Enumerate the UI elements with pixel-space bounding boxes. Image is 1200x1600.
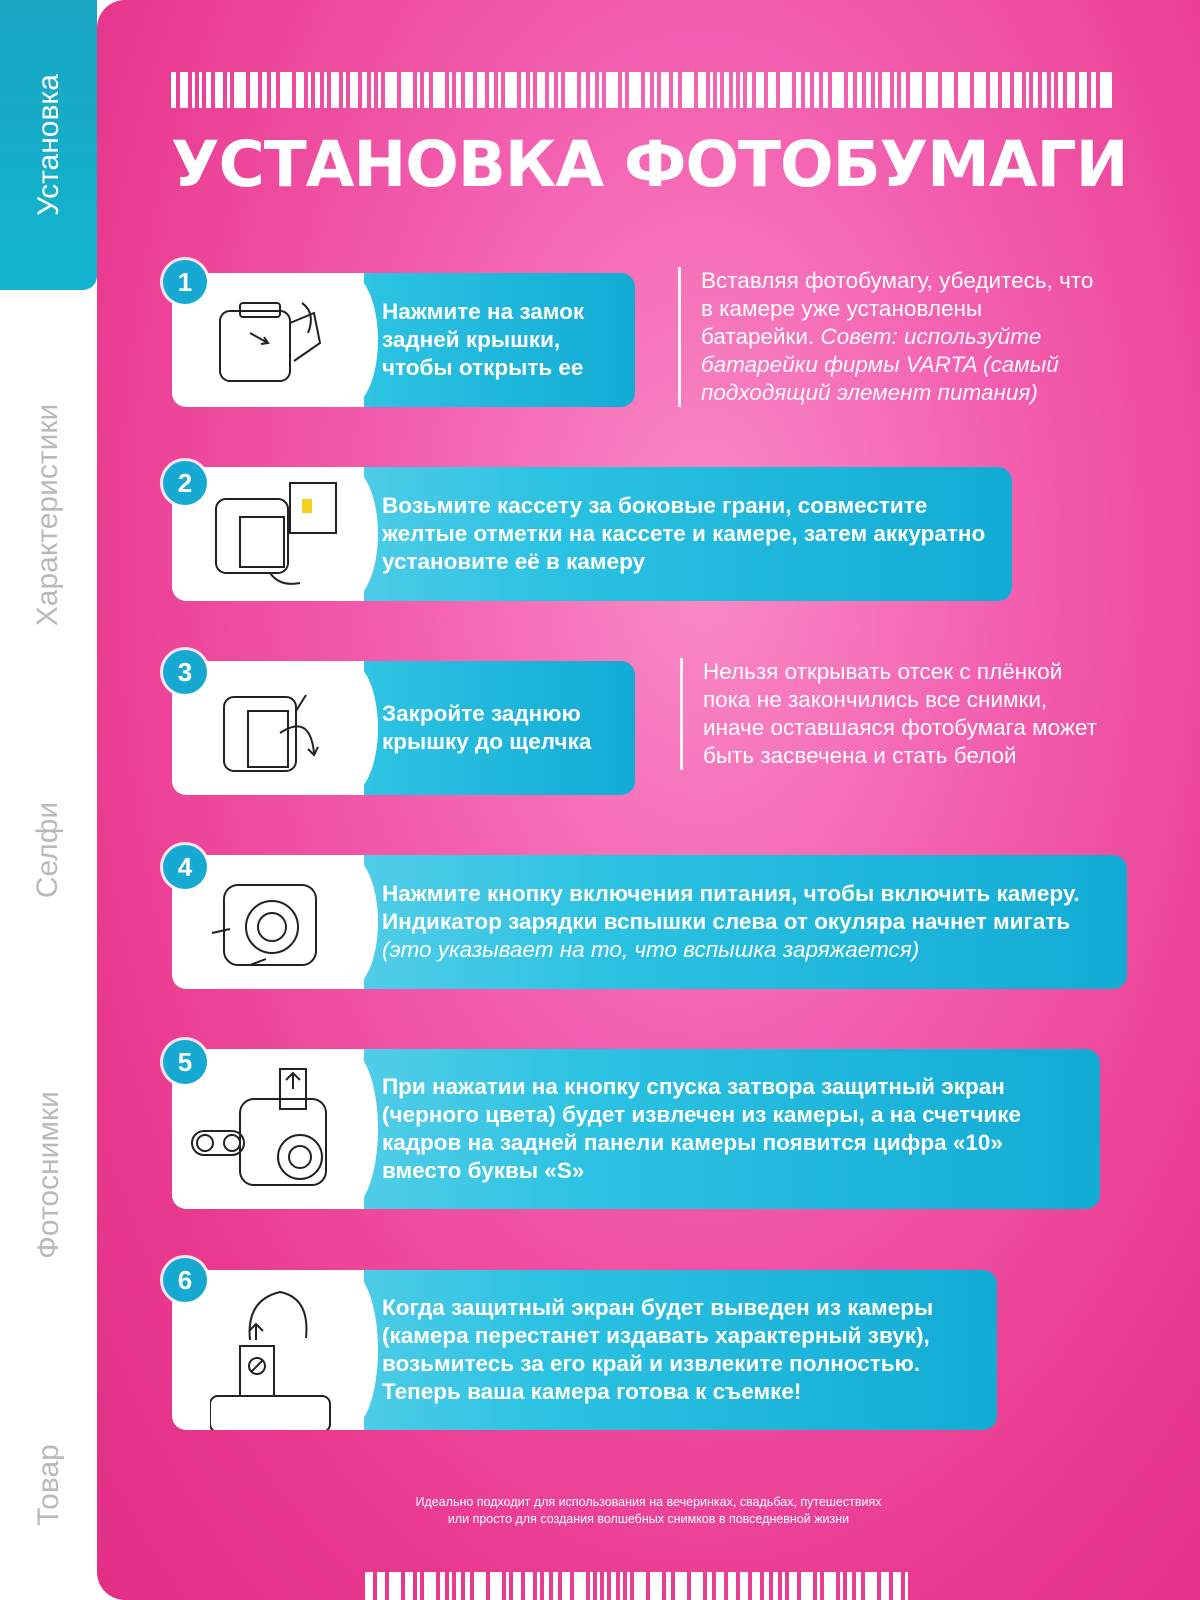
camera-power-icon — [210, 865, 330, 981]
barcode-bar — [789, 1572, 797, 1600]
barcode-bar — [199, 72, 202, 108]
barcode-bar — [796, 72, 801, 108]
barcode-bar — [1026, 72, 1029, 108]
barcode-bar — [590, 72, 595, 108]
step-card-4 — [172, 855, 1127, 989]
step-card-2 — [172, 467, 1012, 601]
barcode-bar — [215, 72, 223, 108]
barcode-decoration-top — [171, 72, 1116, 108]
barcode-bar — [661, 72, 669, 108]
barcode-bar — [456, 72, 461, 108]
barcode-bar — [856, 1572, 861, 1600]
barcode-bar — [622, 72, 625, 108]
barcode-bar — [308, 72, 311, 108]
barcode-bar — [717, 72, 720, 108]
barcode-bar — [747, 72, 752, 108]
barcode-bar — [530, 72, 533, 108]
note-batteries: Вставляя фотобумагу, убедитесь, что в камере уже установлены батарейки. Совет: используйте батарейки фирмы VARTA (самый подходящий элемент питания) — [678, 267, 1101, 407]
barcode-bar — [490, 1572, 502, 1600]
barcode-bar — [698, 72, 706, 108]
barcode-bar — [1091, 72, 1096, 108]
step-number-3: 3 — [163, 650, 207, 694]
step-number-6: 6 — [163, 1258, 207, 1302]
barcode-bar — [389, 1572, 401, 1600]
tab-harakteristiki[interactable]: Характеристики — [31, 403, 65, 627]
barcode-bar — [521, 72, 526, 108]
barcode-bar — [620, 1572, 623, 1600]
barcode-bar — [544, 1572, 549, 1600]
barcode-bar — [1014, 72, 1022, 108]
barcode-bar — [365, 1572, 373, 1600]
barcode-bar — [901, 72, 906, 108]
barcode-bar — [645, 72, 650, 108]
barcode-bar — [1100, 72, 1112, 108]
barcode-bar — [716, 1572, 724, 1600]
main-panel — [97, 0, 1200, 1600]
step-card-5 — [172, 1049, 1100, 1209]
barcode-bar — [840, 1572, 843, 1600]
step-number-1: 1 — [163, 260, 207, 304]
barcode-bar — [905, 1572, 908, 1600]
barcode-bar — [180, 72, 188, 108]
step-number-4: 4 — [163, 845, 207, 889]
tab-ustanovka[interactable]: Установка — [0, 0, 97, 290]
barcode-bar — [192, 72, 195, 108]
barcode-bar — [974, 72, 986, 108]
barcode-bar — [565, 72, 577, 108]
barcode-bar — [465, 1572, 470, 1600]
barcode-bar — [581, 72, 586, 108]
barcode-bar — [606, 72, 618, 108]
barcode-bar — [848, 72, 853, 108]
camera-close-icon — [210, 671, 330, 787]
step-text: При нажатии на кнопку спуска затвора защитный экран (черного цвета) будет извлечен из камеры, а на счетчике кадров на задней панели камеры появится цифра «10» вместо буквы «S» — [382, 1074, 1021, 1183]
barcode-bar — [498, 72, 501, 108]
barcode-bar — [865, 1572, 877, 1600]
barcode-bar — [1002, 72, 1010, 108]
barcode-bar — [250, 72, 258, 108]
barcode-bar — [234, 72, 246, 108]
barcode-bar — [654, 72, 657, 108]
barcode-bar — [1058, 72, 1063, 108]
barcode-bar — [764, 1572, 769, 1600]
barcode-bar — [424, 1572, 436, 1600]
barcode-bar — [296, 72, 304, 108]
barcode-bar — [549, 72, 554, 108]
barcode-bar — [627, 1572, 630, 1600]
barcode-bar — [882, 72, 890, 108]
barcode-bar — [553, 1572, 558, 1600]
barcode-bar — [371, 72, 374, 108]
barcode-bar — [513, 1572, 521, 1600]
barcode-bar — [666, 1572, 671, 1600]
step-text: Нажмите на замок задней крышки, чтобы открыть ее — [382, 299, 585, 380]
barcode-bar — [926, 72, 938, 108]
barcode-bar — [675, 1572, 687, 1600]
barcode-bar — [990, 72, 998, 108]
barcode-bar — [477, 72, 485, 108]
barcode-bar — [590, 1572, 593, 1600]
barcode-bar — [814, 72, 819, 108]
barcode-bar — [558, 72, 561, 108]
barcode-bar — [377, 1572, 385, 1600]
barcode-bar — [611, 1572, 616, 1600]
film-eject-icon — [190, 1059, 330, 1199]
barcode-bar — [331, 72, 339, 108]
film-remove-icon — [210, 1280, 340, 1430]
barcode-bar — [817, 1572, 820, 1600]
barcode-bar — [728, 1572, 736, 1600]
step-card-3 — [172, 661, 635, 795]
step-text: Нажмите кнопку включения питания, чтобы включить камеру. Индикатор зарядки вспышки слева от окуляра начнет мигать (это указывает на то, что вспышка заряжается) — [382, 881, 1080, 962]
step-text: Закройте заднюю крышку до щелчка — [382, 701, 592, 754]
barcode-bar — [893, 1572, 901, 1600]
barcode-bar — [417, 72, 420, 108]
tab-tovar[interactable]: Товар — [31, 1444, 65, 1526]
barcode-bar — [280, 72, 292, 108]
barcode-bar — [634, 1572, 646, 1600]
barcode-bar — [894, 72, 897, 108]
barcode-bar — [474, 1572, 486, 1600]
barcode-bar — [574, 1572, 586, 1600]
barcode-bar — [449, 1572, 452, 1600]
barcode-bar — [489, 72, 494, 108]
footer-text: Идеально подходит для использования на вечеринках, свадьбах, путешествиях или просто для создания волшебных снимков в повседневной жизни — [415, 1495, 882, 1526]
barcode-bar — [724, 72, 729, 108]
barcode-bar — [562, 1572, 570, 1600]
barcode-bar — [440, 1572, 445, 1600]
barcode-bar — [324, 72, 327, 108]
barcode-bar — [707, 1572, 712, 1600]
barcode-bar — [773, 1572, 778, 1600]
barcode-bar — [1079, 72, 1087, 108]
barcode-bar — [362, 72, 367, 108]
barcode-bar — [650, 1572, 662, 1600]
barcode-bar — [824, 1572, 836, 1600]
barcode-bar — [801, 1572, 813, 1600]
barcode-bar — [401, 72, 413, 108]
barcode-bar — [449, 72, 452, 108]
barcode-bar — [350, 72, 358, 108]
barcode-bar — [691, 1572, 703, 1600]
barcode-bar — [1051, 72, 1054, 108]
step-number-5: 5 — [163, 1040, 207, 1084]
barcode-decoration-bottom — [365, 1572, 912, 1600]
step-number-2: 2 — [163, 461, 207, 505]
barcode-bar — [847, 1572, 852, 1600]
barcode-bar — [1033, 72, 1038, 108]
barcode-bar — [604, 1572, 607, 1600]
tab-selfi[interactable]: Селфи — [31, 801, 65, 899]
barcode-bar — [942, 72, 954, 108]
barcode-bar — [525, 1572, 533, 1600]
barcode-bar — [599, 72, 602, 108]
barcode-bar — [857, 72, 862, 108]
barcode-bar — [740, 72, 743, 108]
barcode-bar — [832, 72, 844, 108]
note-film-compartment: Нельзя открывать отсек с плёнкой пока не закончились все снимки, иначе оставшаяся фотобумага может быть засвечена и стать белой — [680, 658, 1103, 770]
step-text: Возьмите кассету за боковые грани, совместите желтые отметки на кассете и камере, затем аккуратно установите её в камеру — [382, 493, 986, 574]
barcode-bar — [733, 72, 736, 108]
barcode-bar — [385, 72, 397, 108]
barcode-bar — [866, 72, 871, 108]
barcode-bar — [881, 1572, 889, 1600]
side-tab-rail — [0, 0, 97, 1600]
barcode-bar — [629, 72, 641, 108]
barcode-bar — [262, 72, 267, 108]
barcode-bar — [805, 72, 810, 108]
barcode-bar — [910, 72, 922, 108]
tab-fotosnimki[interactable]: Фотоснимки — [31, 1091, 65, 1259]
barcode-bar — [1042, 72, 1047, 108]
barcode-bar — [405, 1572, 413, 1600]
barcode-bar — [424, 72, 429, 108]
barcode-bar — [823, 72, 828, 108]
barcode-bar — [1067, 72, 1075, 108]
barcode-bar — [315, 72, 320, 108]
barcode-bar — [780, 72, 792, 108]
barcode-bar — [456, 1572, 461, 1600]
barcode-bar — [433, 72, 445, 108]
barcode-bar — [271, 72, 276, 108]
page-title: УСТАНОВКА ФОТОБУМАГИ — [171, 128, 1128, 201]
barcode-bar — [343, 72, 346, 108]
step-card-6 — [172, 1270, 997, 1430]
barcode-bar — [756, 72, 764, 108]
barcode-bar — [417, 1572, 420, 1600]
barcode-bar — [958, 72, 970, 108]
barcode-bar — [782, 1572, 785, 1600]
cassette-insert-icon — [210, 477, 340, 593]
step-card-1 — [172, 273, 635, 407]
barcode-bar — [206, 72, 211, 108]
barcode-bar — [682, 72, 694, 108]
step-text: Когда защитный экран будет выведен из камеры (камера перестанет издавать характерный звук), возьмитесь за его край и извлеките полностью. Теперь ваша камера готова к съемке! — [382, 1295, 934, 1404]
barcode-bar — [537, 1572, 540, 1600]
barcode-bar — [171, 72, 176, 108]
barcode-bar — [740, 1572, 748, 1600]
barcode-bar — [505, 72, 517, 108]
barcode-bar — [227, 72, 230, 108]
barcode-bar — [673, 72, 678, 108]
barcode-bar — [465, 72, 473, 108]
barcode-bar — [875, 72, 878, 108]
barcode-bar — [378, 72, 381, 108]
camera-open-icon — [210, 283, 330, 399]
barcode-bar — [597, 1572, 600, 1600]
barcode-bar — [710, 72, 713, 108]
barcode-bar — [506, 1572, 509, 1600]
barcode-bar — [768, 72, 776, 108]
barcode-bar — [752, 1572, 760, 1600]
barcode-bar — [537, 72, 545, 108]
